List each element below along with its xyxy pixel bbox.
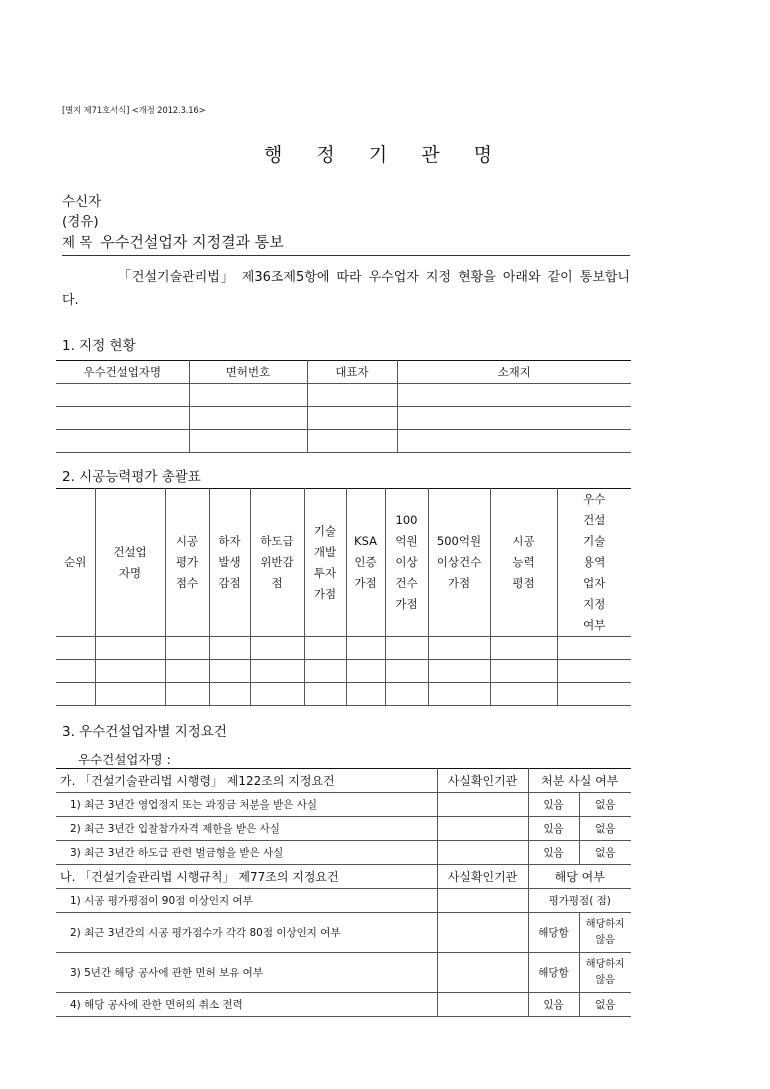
cell[interactable] <box>346 660 385 683</box>
cell[interactable] <box>95 637 165 660</box>
cell[interactable] <box>346 637 385 660</box>
cell[interactable] <box>346 683 385 706</box>
cell[interactable] <box>385 660 428 683</box>
col-disposition-status: 처분 사실 여부 <box>528 769 631 793</box>
requirements-table <box>56 768 631 1017</box>
cell[interactable] <box>428 637 490 660</box>
cell[interactable] <box>95 660 165 683</box>
option-no[interactable]: 없음 <box>579 793 631 817</box>
agency-cell[interactable] <box>437 793 528 817</box>
section-3-title: 3. 우수건설업자별 지정요건 <box>62 724 227 740</box>
group-a-title: 가. 「건설기술관리법 시행령」 제122조의 지정요건 <box>56 769 437 793</box>
requirement-b2: 2) 최근 3년간의 시공 평가점수가 각각 80점 이상인지 여부 <box>56 913 437 953</box>
table-header-row <box>56 361 631 384</box>
table-row <box>56 793 631 817</box>
cell[interactable] <box>189 430 307 453</box>
option-yes[interactable]: 있음 <box>528 841 579 865</box>
col-10b-projects-bonus: 100억원이상건수가점 <box>385 489 428 637</box>
col-capability-score: 시공능력평점 <box>490 489 557 637</box>
agency-cell[interactable] <box>437 817 528 841</box>
agency-cell[interactable] <box>437 841 528 865</box>
cell[interactable] <box>189 407 307 430</box>
cell[interactable] <box>385 683 428 706</box>
col-license-no: 면허번호 <box>189 361 307 384</box>
cell[interactable] <box>56 384 189 407</box>
cell[interactable] <box>56 637 95 660</box>
cell[interactable] <box>209 660 250 683</box>
subject-line <box>62 231 284 252</box>
cell[interactable] <box>56 430 189 453</box>
cell[interactable] <box>165 683 209 706</box>
cell[interactable] <box>165 660 209 683</box>
col-subcontract-deduction: 하도급위반감점 <box>250 489 304 637</box>
cell[interactable] <box>307 384 397 407</box>
requirement-b1: 1) 시공 평가평점이 90점 이상인지 여부 <box>56 889 437 913</box>
cell[interactable] <box>250 660 304 683</box>
cell[interactable] <box>557 683 631 706</box>
col-applicability: 해당 여부 <box>528 865 631 889</box>
col-tech-investment-bonus: 기술개발투자가점 <box>304 489 346 637</box>
option-yes[interactable]: 있음 <box>528 817 579 841</box>
option-not-applicable[interactable]: 해당하지 않음 <box>579 953 631 993</box>
cell[interactable] <box>428 683 490 706</box>
score-field[interactable]: 평가평점( 점) <box>528 889 631 913</box>
col-address: 소재지 <box>397 361 631 384</box>
cell[interactable] <box>307 430 397 453</box>
option-yes[interactable]: 있음 <box>528 793 579 817</box>
option-applicable[interactable]: 해당함 <box>528 913 579 953</box>
agency-cell[interactable] <box>437 993 528 1017</box>
cell[interactable] <box>557 637 631 660</box>
col-50b-projects-bonus: 500억원이상건수가점 <box>428 489 490 637</box>
agency-cell[interactable] <box>437 953 528 993</box>
table-row <box>56 430 631 453</box>
section-1-title: 1. 지정 현황 <box>62 338 136 354</box>
cell[interactable] <box>428 660 490 683</box>
cell[interactable] <box>304 660 346 683</box>
cell[interactable] <box>307 407 397 430</box>
cell[interactable] <box>250 683 304 706</box>
cell[interactable] <box>189 384 307 407</box>
table-row <box>56 817 631 841</box>
cell[interactable] <box>490 637 557 660</box>
cell[interactable] <box>209 683 250 706</box>
cell[interactable] <box>95 683 165 706</box>
col-verification-agency: 사실확인기관 <box>437 865 528 889</box>
col-contractor-name: 우수건설업자명 <box>56 361 189 384</box>
cell[interactable] <box>385 637 428 660</box>
cell[interactable] <box>165 637 209 660</box>
cell[interactable] <box>250 637 304 660</box>
requirement-a3: 3) 최근 3년간 하도급 관련 벌금형을 받은 사실 <box>56 841 437 865</box>
subject-text: 우수건설업자 지정결과 통보 <box>100 233 284 251</box>
capability-summary-table <box>56 488 631 706</box>
cell[interactable] <box>304 683 346 706</box>
option-no[interactable]: 없음 <box>579 993 631 1017</box>
contractor-name-label: 우수건설업자명 : <box>78 752 171 767</box>
cell[interactable] <box>304 637 346 660</box>
section-2-title: 2. 시공능력평가 총괄표 <box>62 469 201 485</box>
subject-divider <box>62 255 630 256</box>
via-label: (경유) <box>62 214 99 230</box>
cell[interactable] <box>397 384 631 407</box>
agency-cell[interactable] <box>437 913 528 953</box>
requirement-a1: 1) 최근 3년간 영업정지 또는 과징금 처분을 받은 사실 <box>56 793 437 817</box>
option-yes[interactable]: 있음 <box>528 993 579 1017</box>
cell[interactable] <box>397 430 631 453</box>
col-verification-agency: 사실확인기관 <box>437 769 528 793</box>
table-row <box>56 889 631 913</box>
table-header-row <box>56 489 631 637</box>
recipient-label: 수신자 <box>62 194 102 210</box>
cell[interactable] <box>557 660 631 683</box>
cell[interactable] <box>56 660 95 683</box>
option-applicable[interactable]: 해당함 <box>528 953 579 993</box>
col-ksa-bonus: KSA인증가점 <box>346 489 385 637</box>
group-a-header <box>56 769 631 793</box>
col-excellent-designation: 우수건설기술용역업자지정여부 <box>557 489 631 637</box>
cell[interactable] <box>490 660 557 683</box>
table-row <box>56 683 631 706</box>
requirement-b4: 4) 해당 공사에 관한 면허의 취소 전력 <box>56 993 437 1017</box>
requirement-a2: 2) 최근 3년간 입찰참가자격 제한을 받은 사실 <box>56 817 437 841</box>
table-row <box>56 637 631 660</box>
group-b-header <box>56 865 631 889</box>
cell[interactable] <box>490 683 557 706</box>
table-row <box>56 660 631 683</box>
organization-title: 행 정 기 관 명 <box>264 144 506 166</box>
col-rank: 순위 <box>56 489 95 637</box>
col-contractor-name: 건설업자명 <box>95 489 165 637</box>
notice-body: 「건설기술관리법」 제36조제5항에 따라 우수업자 지정 현황을 아래와 같이 통보합니다. <box>62 270 630 308</box>
table-row <box>56 913 631 953</box>
table-row <box>56 953 631 993</box>
designation-status-table <box>56 360 631 453</box>
table-row <box>56 841 631 865</box>
table-row <box>56 384 631 407</box>
option-not-applicable[interactable]: 해당하지 않음 <box>579 913 631 953</box>
table-row <box>56 407 631 430</box>
table-row <box>56 993 631 1017</box>
subject-label: 제 목 <box>62 235 93 251</box>
col-representative: 대표자 <box>307 361 397 384</box>
group-b-title: 나. 「건설기술관리법 시행규칙」 제77조의 지정요건 <box>56 865 437 889</box>
cell[interactable] <box>56 407 189 430</box>
cell[interactable] <box>209 637 250 660</box>
agency-cell[interactable] <box>437 889 528 913</box>
cell[interactable] <box>56 683 95 706</box>
form-number: [별지 제71호서식] <개정 2012.3.16> <box>62 106 206 116</box>
option-no[interactable]: 없음 <box>579 817 631 841</box>
col-defect-deduction: 하자발생감점 <box>209 489 250 637</box>
requirement-b3: 3) 5년간 해당 공사에 관한 면허 보유 여부 <box>56 953 437 993</box>
option-no[interactable]: 없음 <box>579 841 631 865</box>
col-construction-score: 시공평가점수 <box>165 489 209 637</box>
cell[interactable] <box>397 407 631 430</box>
